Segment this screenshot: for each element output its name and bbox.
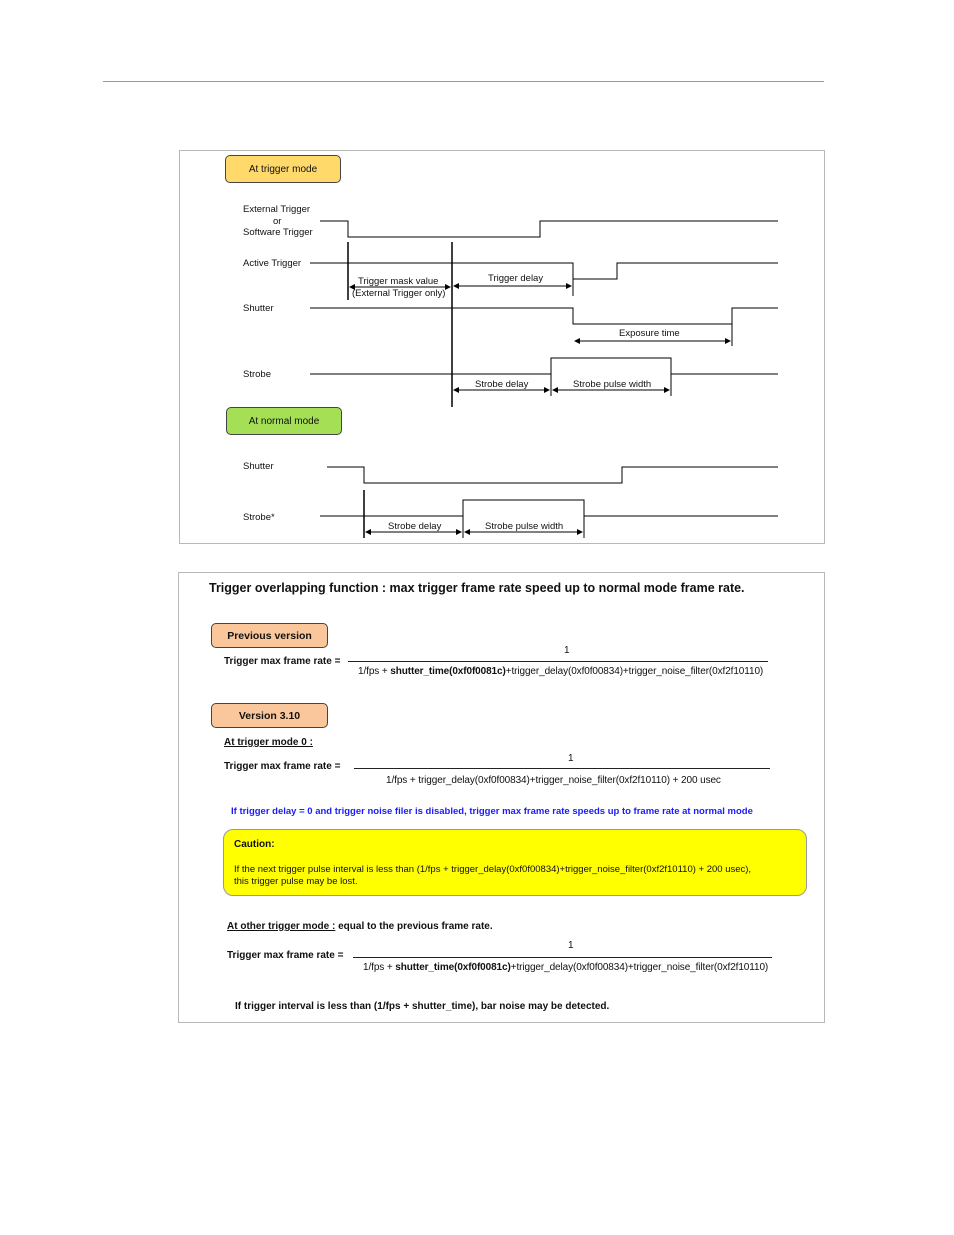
overlap-title: Trigger overlapping function : max trigger frame rate speed up to normal mode frame rate. (209, 581, 745, 595)
strobe-delay-normal-label: Strobe delay (388, 521, 442, 532)
mode0-heading: At trigger mode 0 : (224, 737, 313, 748)
active-trigger-label: Active Trigger (243, 258, 302, 269)
version-badge: Version 3.10 (211, 703, 328, 728)
prev-formula-label: Trigger max frame rate = (224, 656, 341, 667)
strobe-normal-waveform (320, 500, 778, 516)
prev-fraction-line (348, 661, 768, 662)
mode0-numerator: 1 (568, 753, 574, 764)
mode0-formula-label: Trigger max frame rate = (224, 761, 341, 772)
or-label: or (273, 216, 282, 227)
strobe-normal-label: Strobe* (243, 512, 275, 523)
strobe-label: Strobe (243, 369, 271, 380)
other-formula-label: Trigger max frame rate = (227, 950, 344, 961)
external-trigger-label: External Trigger (243, 204, 311, 215)
blue-note: If trigger delay = 0 and trigger noise filer is disabled, trigger max frame rate speeds up to frame rate at normal mode (231, 806, 753, 817)
other-denominator: 1/fps + shutter_time(0xf0f0081c)+trigger_delay(0xf0f00834)+trigger_noise_filter(0xf2f10110) (363, 962, 769, 973)
trigger-mask-label: Trigger mask value (358, 276, 439, 287)
trigger-delay-label: Trigger delay (488, 273, 544, 284)
strobe-waveform (310, 358, 778, 374)
shutter-label: Shutter (243, 303, 274, 314)
strobe-pulse-width-normal-label: Strobe pulse width (485, 521, 564, 532)
shutter-normal-label: Shutter (243, 461, 274, 472)
caution-line-2: this trigger pulse may be lost. (234, 876, 358, 887)
mode0-fraction-line (354, 768, 770, 769)
other-numerator: 1 (568, 940, 574, 951)
shutter-normal-waveform (327, 467, 778, 483)
other-mode-heading: At other trigger mode : equal to the previous frame rate. (227, 921, 493, 932)
caution-title: Caution: (234, 839, 275, 850)
mode0-denominator: 1/fps + trigger_delay(0xf0f00834)+trigger_noise_filter(0xf2f10110) + 200 usec (386, 775, 721, 786)
caution-line-1: If the next trigger pulse interval is less than (1/fps + trigger_delay(0xf0f00834)+trigger_noise_filter(0xf2f10110) + 200 usec), (234, 864, 752, 875)
trigger-mode-badge: At trigger mode (225, 155, 341, 183)
normal-mode-badge: At normal mode (226, 407, 342, 435)
software-trigger-label: Software Trigger (243, 227, 313, 238)
strobe-pulse-width-label: Strobe pulse width (573, 379, 652, 390)
other-fraction-line (353, 957, 772, 958)
external-trigger-only-label: (External Trigger only) (352, 288, 446, 299)
shutter-waveform (310, 308, 778, 324)
previous-version-badge: Previous version (211, 623, 328, 648)
strobe-delay-label: Strobe delay (475, 379, 529, 390)
prev-denominator: 1/fps + shutter_time(0xf0f0081c)+trigger_delay(0xf0f00834)+trigger_noise_filter(0xf2f10110) (358, 666, 764, 677)
prev-numerator: 1 (564, 645, 570, 656)
exposure-time-label: Exposure time (619, 328, 680, 339)
bottom-note: If trigger interval is less than (1/fps + shutter_time), bar noise may be detected. (235, 1001, 610, 1012)
external-trigger-waveform (320, 221, 778, 237)
